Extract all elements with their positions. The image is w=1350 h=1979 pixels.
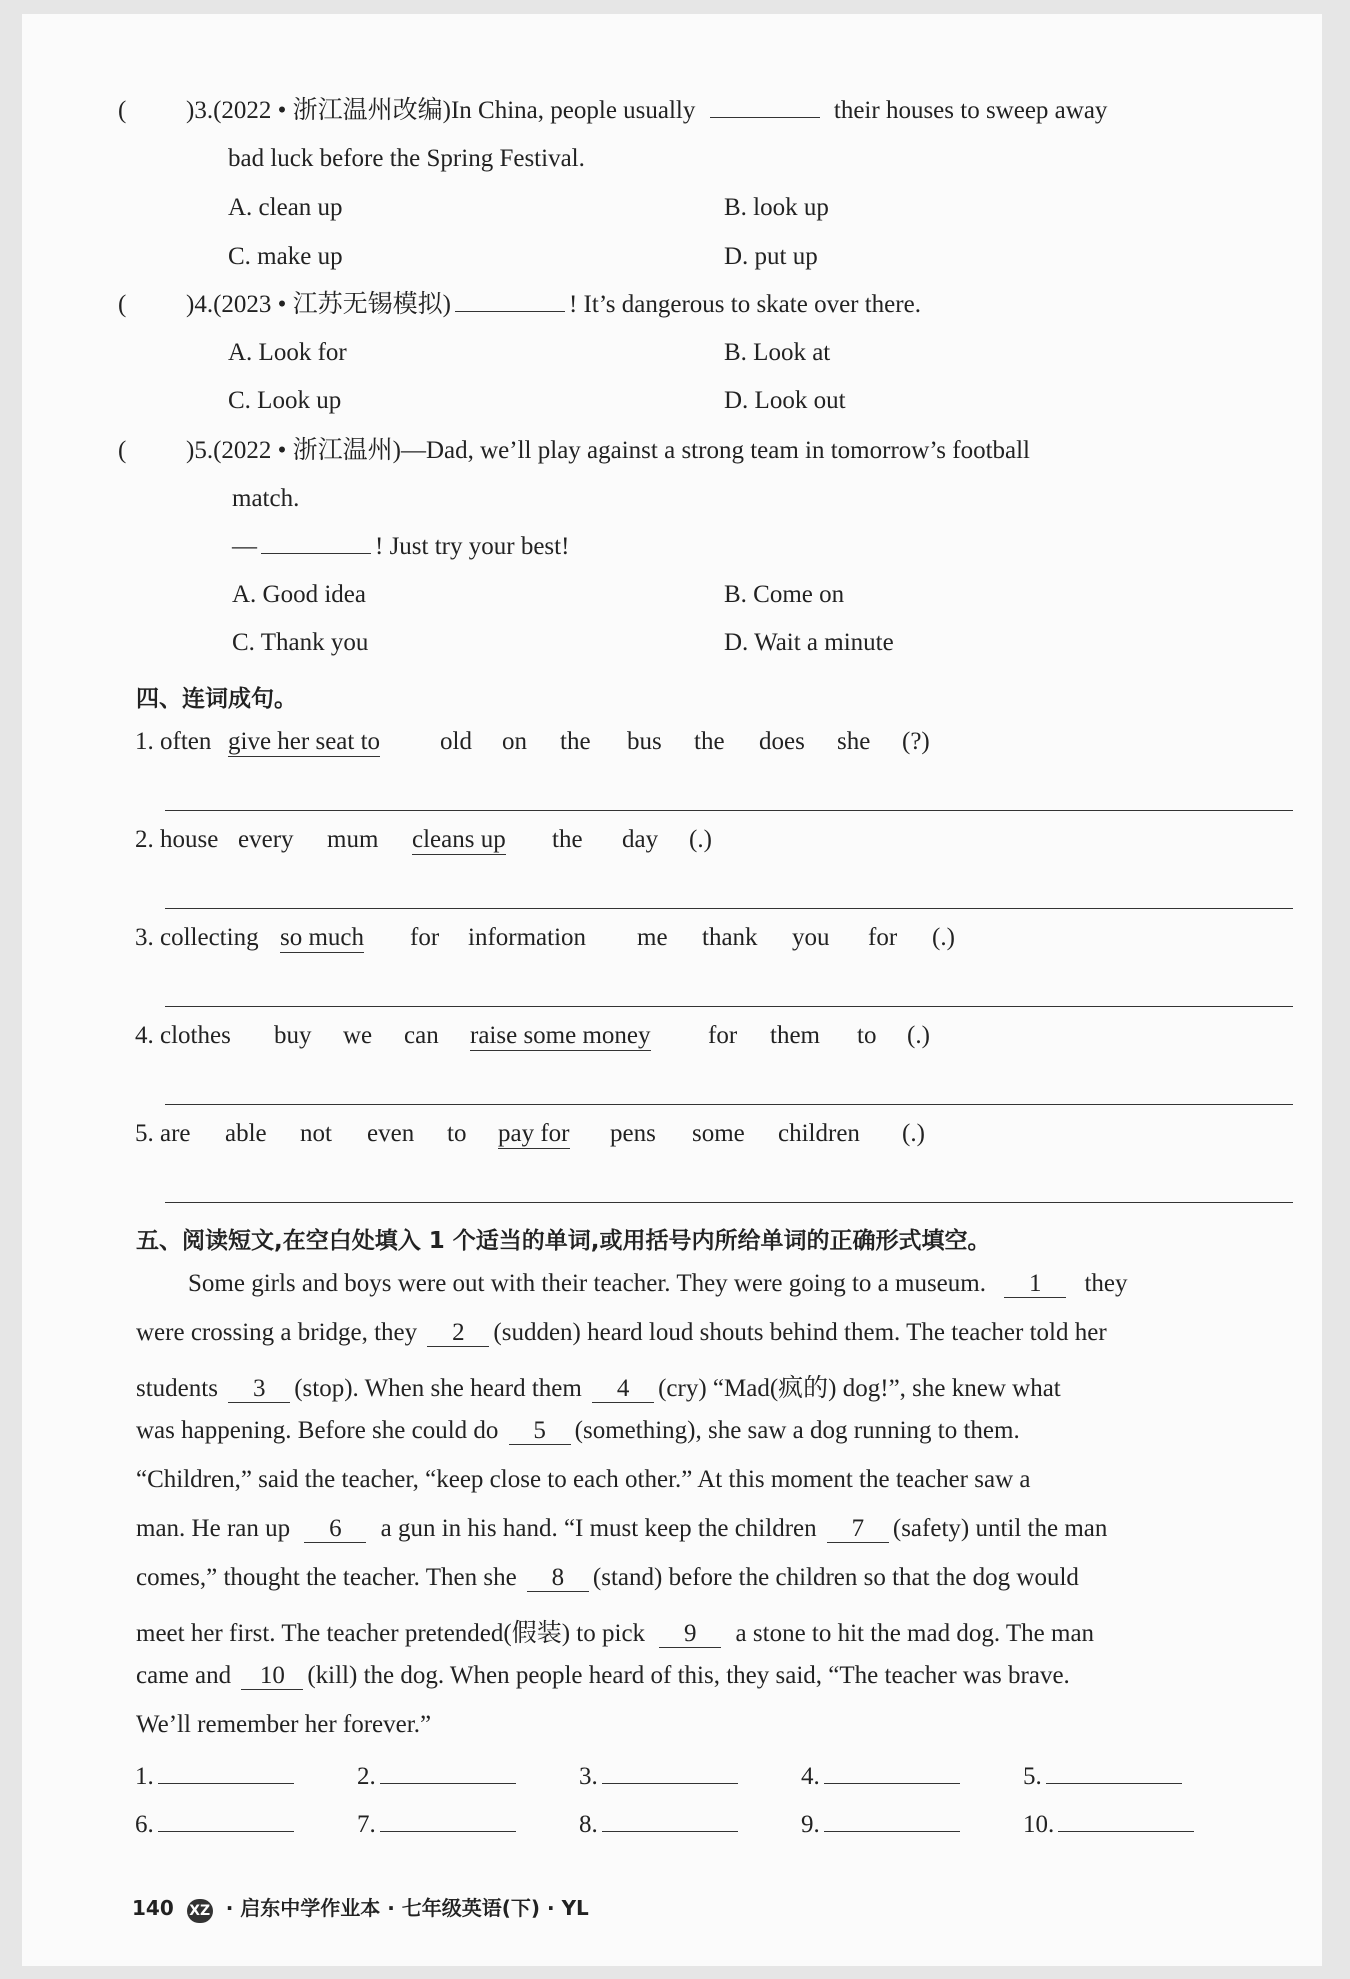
answer-slot-7: 7. (357, 1808, 516, 1842)
q4-stem: )4.(2023 • 江苏无锡模拟) ! It’s dangerous to skate over there. (186, 291, 921, 318)
s4-item4-word: can (404, 1022, 439, 1049)
passage-line: came and 10 (kill) the dog. When people heard of this, they said, “The teacher was brave. (136, 1662, 1070, 1689)
s4-item4-word: we (343, 1022, 373, 1049)
s4-item1-word: she (837, 728, 871, 755)
s4-item2-word: day (622, 826, 659, 853)
answer-blank[interactable] (602, 1809, 738, 1832)
q3-blank[interactable] (710, 95, 820, 118)
answer-slot-3: 3. (579, 1760, 738, 1794)
s4-item5-word: children (778, 1120, 860, 1147)
s4-item2-word: mum (327, 826, 379, 853)
s4-item3-answer-line[interactable] (165, 1006, 1293, 1007)
passage-blank: 4 (592, 1376, 654, 1403)
q5-blank[interactable] (261, 531, 371, 554)
s4-item4-answer-line[interactable] (165, 1104, 1293, 1105)
s4-item2-punct: (.) (689, 826, 712, 853)
passage-line: Some girls and boys were out with their teacher. They were going to a museum. 1 they (188, 1270, 1128, 1297)
passage-blank: 7 (827, 1516, 889, 1543)
s4-item3-word: for (868, 924, 898, 951)
s4-item2-word: 2. house (135, 826, 219, 853)
s4-item2-word: the (552, 826, 583, 853)
s4-item1-word: does (759, 728, 805, 755)
s4-item1-word: 1. often (135, 728, 212, 755)
s4-item1-word: the (694, 728, 725, 755)
s4-item2-phrase: cleans up (412, 826, 506, 853)
s4-item4-punct: (.) (907, 1022, 930, 1049)
answer-blank[interactable] (602, 1761, 738, 1784)
answer-blank[interactable] (380, 1761, 516, 1784)
answer-slot-9: 9. (801, 1808, 960, 1842)
answer-blank[interactable] (1058, 1809, 1194, 1832)
passage-blank: 2 (427, 1320, 489, 1347)
q4-option-c: C. Look up (228, 387, 342, 414)
s4-item5-word: able (225, 1120, 267, 1147)
answer-blank[interactable] (1046, 1761, 1182, 1784)
passage-blank: 1 (1004, 1271, 1066, 1298)
s4-item3-word: thank (702, 924, 758, 951)
passage-line: man. He ran up 6 a gun in his hand. “I must keep the children 7 (safety) until the man (136, 1515, 1108, 1542)
q4-option-a: A. Look for (228, 339, 347, 366)
s4-item1-word: bus (627, 728, 662, 755)
section4-title: 四、连词成句。 (136, 686, 297, 712)
answer-blank[interactable] (824, 1809, 960, 1832)
passage-blank: 10 (241, 1663, 303, 1690)
s4-item1-word: on (502, 728, 527, 755)
s4-item4-word: to (857, 1022, 877, 1049)
s4-item4-word: for (708, 1022, 738, 1049)
section5-title: 五、阅读短文,在空白处填入 1 个适当的单词,或用括号内所给单词的正确形式填空。 (136, 1228, 991, 1254)
s4-item5-phrase: pay for (498, 1120, 570, 1147)
page-footer (132, 1892, 589, 1923)
answer-slot-5: 5. (1023, 1760, 1182, 1794)
q3-stem-line2: bad luck before the Spring Festival. (228, 145, 585, 172)
s4-item4-word: buy (274, 1022, 312, 1049)
passage-line: students 3 (stop). When she heard them 4 (cry) “Mad(疯的) dog!”, she knew what (136, 1375, 1061, 1402)
answer-slot-2: 2. (357, 1760, 516, 1794)
s4-item1-word: the (560, 728, 591, 755)
answer-slot-8: 8. (579, 1808, 738, 1842)
s4-item1-word: old (440, 728, 472, 755)
passage-blank: 6 (304, 1516, 366, 1543)
answer-slot-1: 1. (135, 1760, 294, 1794)
passage-blank: 5 (509, 1418, 571, 1445)
q4-option-d: D. Look out (724, 387, 846, 414)
book-title: · 启东中学作业本 · 七年级英语(下) · YL (225, 1896, 589, 1920)
answer-slot-4: 4. (801, 1760, 960, 1794)
publisher-logo-icon: XZ (187, 1899, 213, 1923)
s4-item3-phrase: so much (280, 924, 365, 951)
s4-item4-word: them (770, 1022, 820, 1049)
s4-item5-word: pens (610, 1120, 656, 1147)
q5-stem-line2: match. (232, 485, 300, 512)
answer-blank[interactable] (824, 1761, 960, 1784)
q3-paren: ( (118, 97, 127, 124)
passage-line: were crossing a bridge, they 2 (sudden) heard loud shouts behind them. The teacher told her (136, 1319, 1107, 1346)
passage-line: meet her first. The teacher pretended(假装) to pick 9 a stone to hit the mad dog. The man (136, 1620, 1095, 1647)
s4-item1-punct: (?) (902, 728, 930, 755)
q5-option-a: A. Good idea (232, 581, 366, 608)
passage-line: “Children,” said the teacher, “keep close to each other.” At this moment the teacher saw a (136, 1466, 1031, 1493)
answer-blank[interactable] (380, 1809, 516, 1832)
s4-item5-answer-line[interactable] (165, 1202, 1293, 1203)
answer-slot-6: 6. (135, 1808, 294, 1842)
q5-stem: )5.(2022 • 浙江温州)—Dad, we’ll play against a strong team in tomorrow’s football (186, 437, 1031, 464)
s4-item5-word: some (692, 1120, 745, 1147)
passage-line: comes,” thought the teacher. Then she 8 (stand) before the children so that the dog would (136, 1564, 1079, 1591)
s4-item3-word: information (468, 924, 587, 951)
worksheet-page (22, 14, 1322, 1966)
q3-option-d: D. put up (724, 243, 818, 270)
passage-line: was happening. Before she could do 5 (something), she saw a dog running to them. (136, 1417, 1020, 1444)
s4-item3-word: 3. collecting (135, 924, 259, 951)
s4-item1-phrase: give her seat to (228, 728, 381, 755)
q5-option-c: C. Thank you (232, 629, 369, 656)
s4-item3-word: me (637, 924, 668, 951)
q3-option-c: C. make up (228, 243, 343, 270)
s4-item3-word: for (410, 924, 440, 951)
q5-reply: — ! Just try your best! (232, 533, 570, 560)
answer-blank[interactable] (158, 1761, 294, 1784)
answer-slot-10: 10. (1023, 1808, 1194, 1842)
passage-blank: 3 (228, 1376, 290, 1403)
q4-option-b: B. Look at (724, 339, 831, 366)
page-number: 140 (132, 1896, 174, 1920)
s4-item5-punct: (.) (902, 1120, 925, 1147)
s4-item5-word: to (447, 1120, 467, 1147)
q3-stem: )3.(2022 • 浙江温州改编)In China, people usually their houses to sweep away (186, 97, 1108, 124)
passage-line: We’ll remember her forever.” (136, 1711, 432, 1738)
s4-item4-word: 4. clothes (135, 1022, 231, 1049)
q5-option-d: D. Wait a minute (724, 629, 894, 656)
s4-item5-word: 5. are (135, 1120, 191, 1147)
passage-blank: 8 (527, 1565, 589, 1592)
s4-item2-answer-line[interactable] (165, 908, 1293, 909)
s4-item3-word: you (792, 924, 830, 951)
s4-item4-phrase: raise some money (470, 1022, 651, 1049)
passage-blank: 9 (659, 1621, 721, 1648)
s4-item5-word: not (300, 1120, 332, 1147)
q5-paren: ( (118, 437, 127, 464)
s4-item1-answer-line[interactable] (165, 810, 1293, 811)
q3-option-b: B. look up (724, 194, 829, 221)
s4-item3-punct: (.) (932, 924, 955, 951)
s4-item2-word: every (238, 826, 294, 853)
answer-blank[interactable] (158, 1809, 294, 1832)
q4-blank[interactable] (455, 289, 565, 312)
q5-option-b: B. Come on (724, 581, 845, 608)
q4-paren: ( (118, 291, 127, 318)
q3-option-a: A. clean up (228, 194, 343, 221)
s4-item5-word: even (367, 1120, 415, 1147)
